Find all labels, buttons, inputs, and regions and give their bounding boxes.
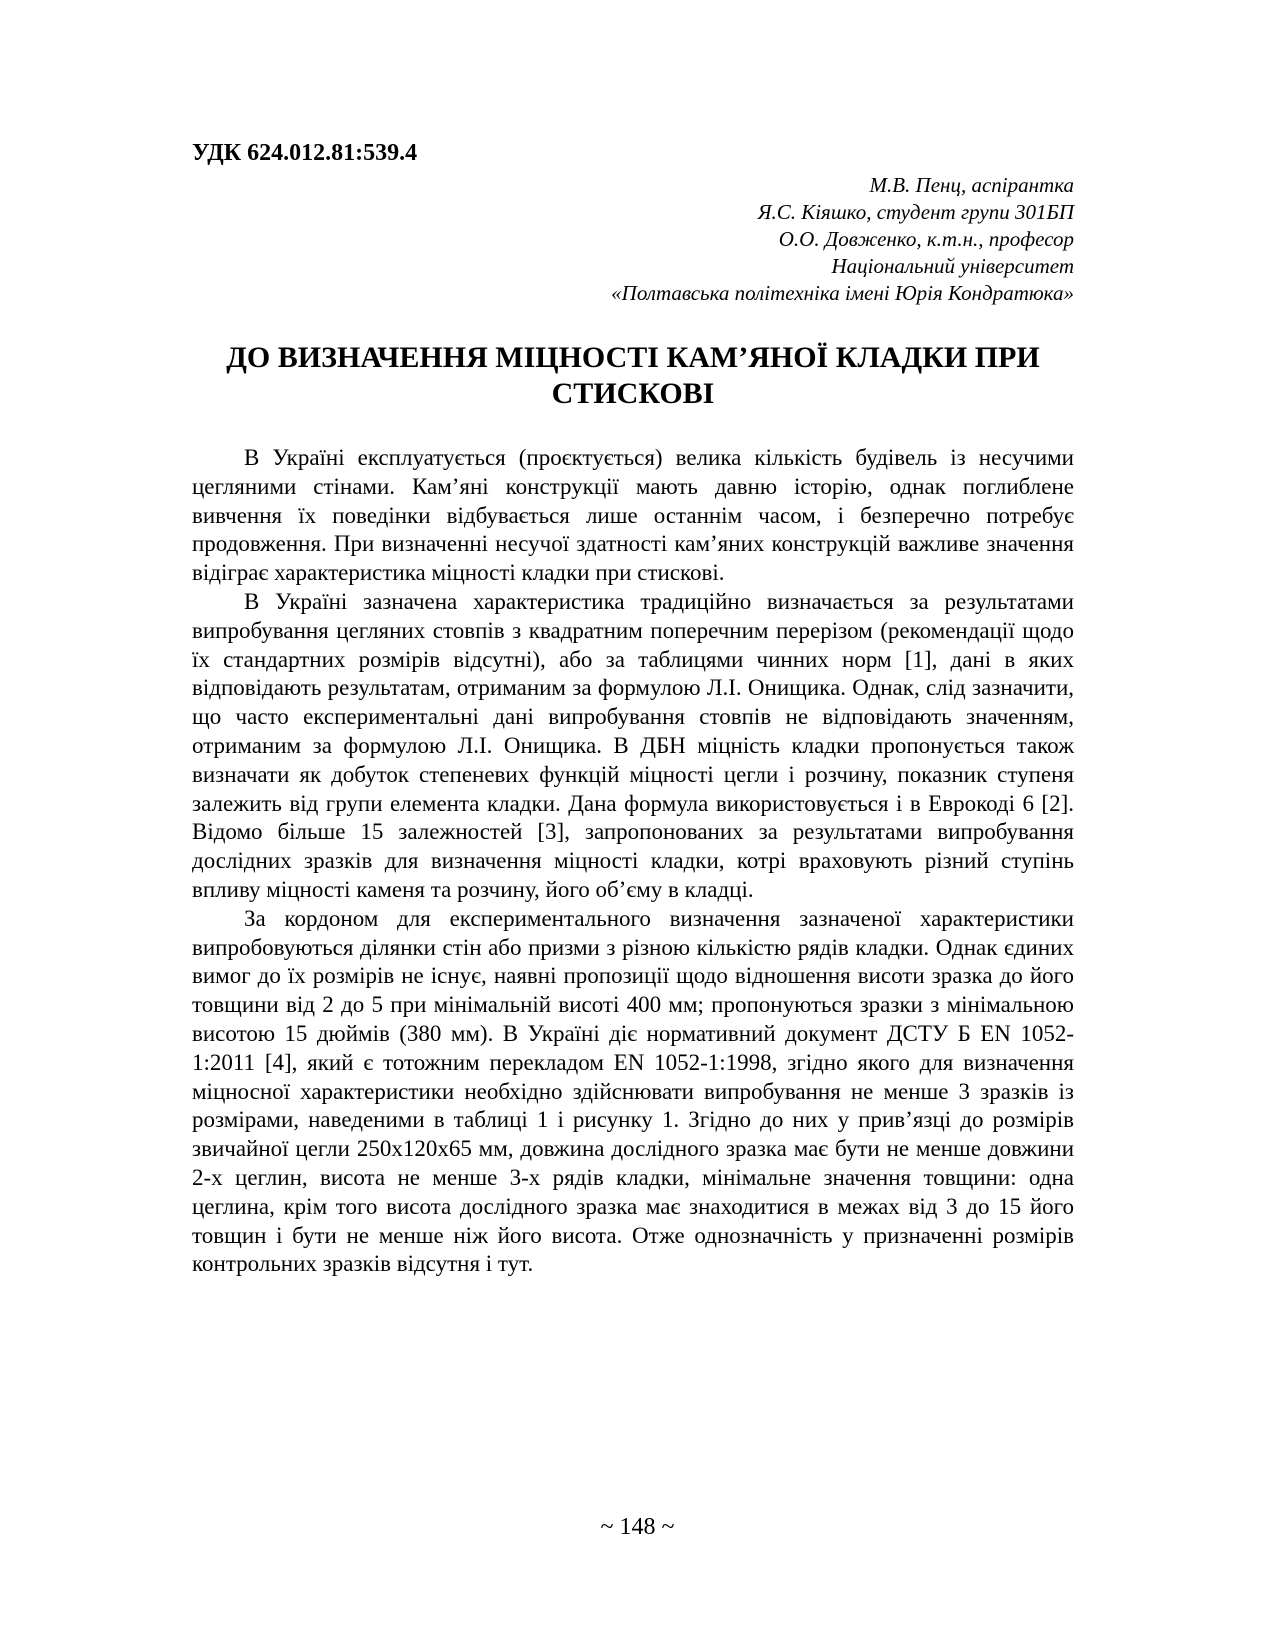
- paragraph-1: В Україні експлуатується (проєктується) велика кількість будівель із несучими цегляними стінами. Кам’яні конструкції мають давню історію, однак поглиблене вивчення їх поведінки відбувається лише останнім часом, і безперечно потребує продовження. При визначенні несучої здатності кам’яних конструкцій важливе значення відіграє характеристика міцності кладки при стискові.: [192, 445, 1074, 586]
- paragraph-3: За кордоном для експериментального визначення зазначеної характеристики випробовуються ділянки стін або призми з різною кількістю рядів кладки. Однак єдиних вимог до їх розмірів не існує, наявні пропозиції щодо відношення висоти зразка до його товщини від 2 до 5 при мінімальній висоті 400 мм; пропонуються зразки з мінімальною висотою 15 дюймів (380 мм). В Україні діє нормативний документ ДСТУ Б EN 1052-1:2011 [4], який є тотожним перекладом EN 1052-1:1998, згідно якого для визначення міцносної характеристики необхідно здійснювати випробування не менше 3 зразків із розмірами, наведеними в таблиці 1 і рисунку 1. Згідно до них у прив’язці до розмірів звичайної цегли 250х120х65 мм, довжина дослідного зразка має бути не менше довжини 2-х цеглин, висота не менше 3-х рядів кладки, мінімальне значення товщини: одна цеглина, крім того висота дослідного зразка має знаходитися в межах від 3 до 15 його товщин і бути не менше ніж його висота. Отже однозначність у призначенні розмірів контрольних зразків відсутня і тут.: [192, 905, 1074, 1277]
- author-line: Я.С. Кіяшко, студент групи 301БП: [757, 200, 1074, 224]
- author-line: М.В. Пенц, аспірантка: [869, 173, 1074, 197]
- paper-title: [192, 340, 1074, 412]
- paragraph-2: В Україні зазначена характеристика традиційно визначається за результатами випробування цегляних стовпів з квадратним поперечним перерізом (рекомендації щодо їх стандартних розмірів відсутні), або за таблицями чинних норм [1], дані в яких відповідають результатам, отриманим за формулою Л.І. Онищика. Однак, слід зазначити, що часто експериментальні дані випробування стовпів не відповідають значенням, отриманим за формулою Л.І. Онищика. В ДБН міцність кладки пропонується також визначати як добуток степеневих функцій міцності цегли і розчину, показник ступеня залежить від групи елемента кладки. Дана формула використовується і в Еврокоді 6 [2]. Відомо більше 15 залежностей [3], запропонованих за результатами випробування дослідних зразків для визначення міцності кладки, котрі враховують різний ступінь впливу міцності каменя та розчину, його об’єму в кладці.: [192, 588, 1074, 902]
- title-line-2: СТИСКОВІ: [551, 377, 715, 410]
- udc-code: УДК 624.012.81:539.4: [192, 140, 418, 166]
- affiliation-line: «Полтавська політехніка імені Юрія Кондратюка»: [611, 281, 1074, 305]
- title-line-1: ДО ВИЗНАЧЕННЯ МІЦНОСТІ КАМ’ЯНОЇ КЛАДКИ ПРИ: [226, 341, 1040, 374]
- author-line: О.О. Довженко, к.т.н., професор: [778, 227, 1074, 251]
- page-number: ~ 148 ~: [600, 1514, 675, 1540]
- affiliation-line: Національний університет: [831, 254, 1074, 278]
- body-text: [192, 444, 1074, 1279]
- author-block: [374, 172, 1074, 307]
